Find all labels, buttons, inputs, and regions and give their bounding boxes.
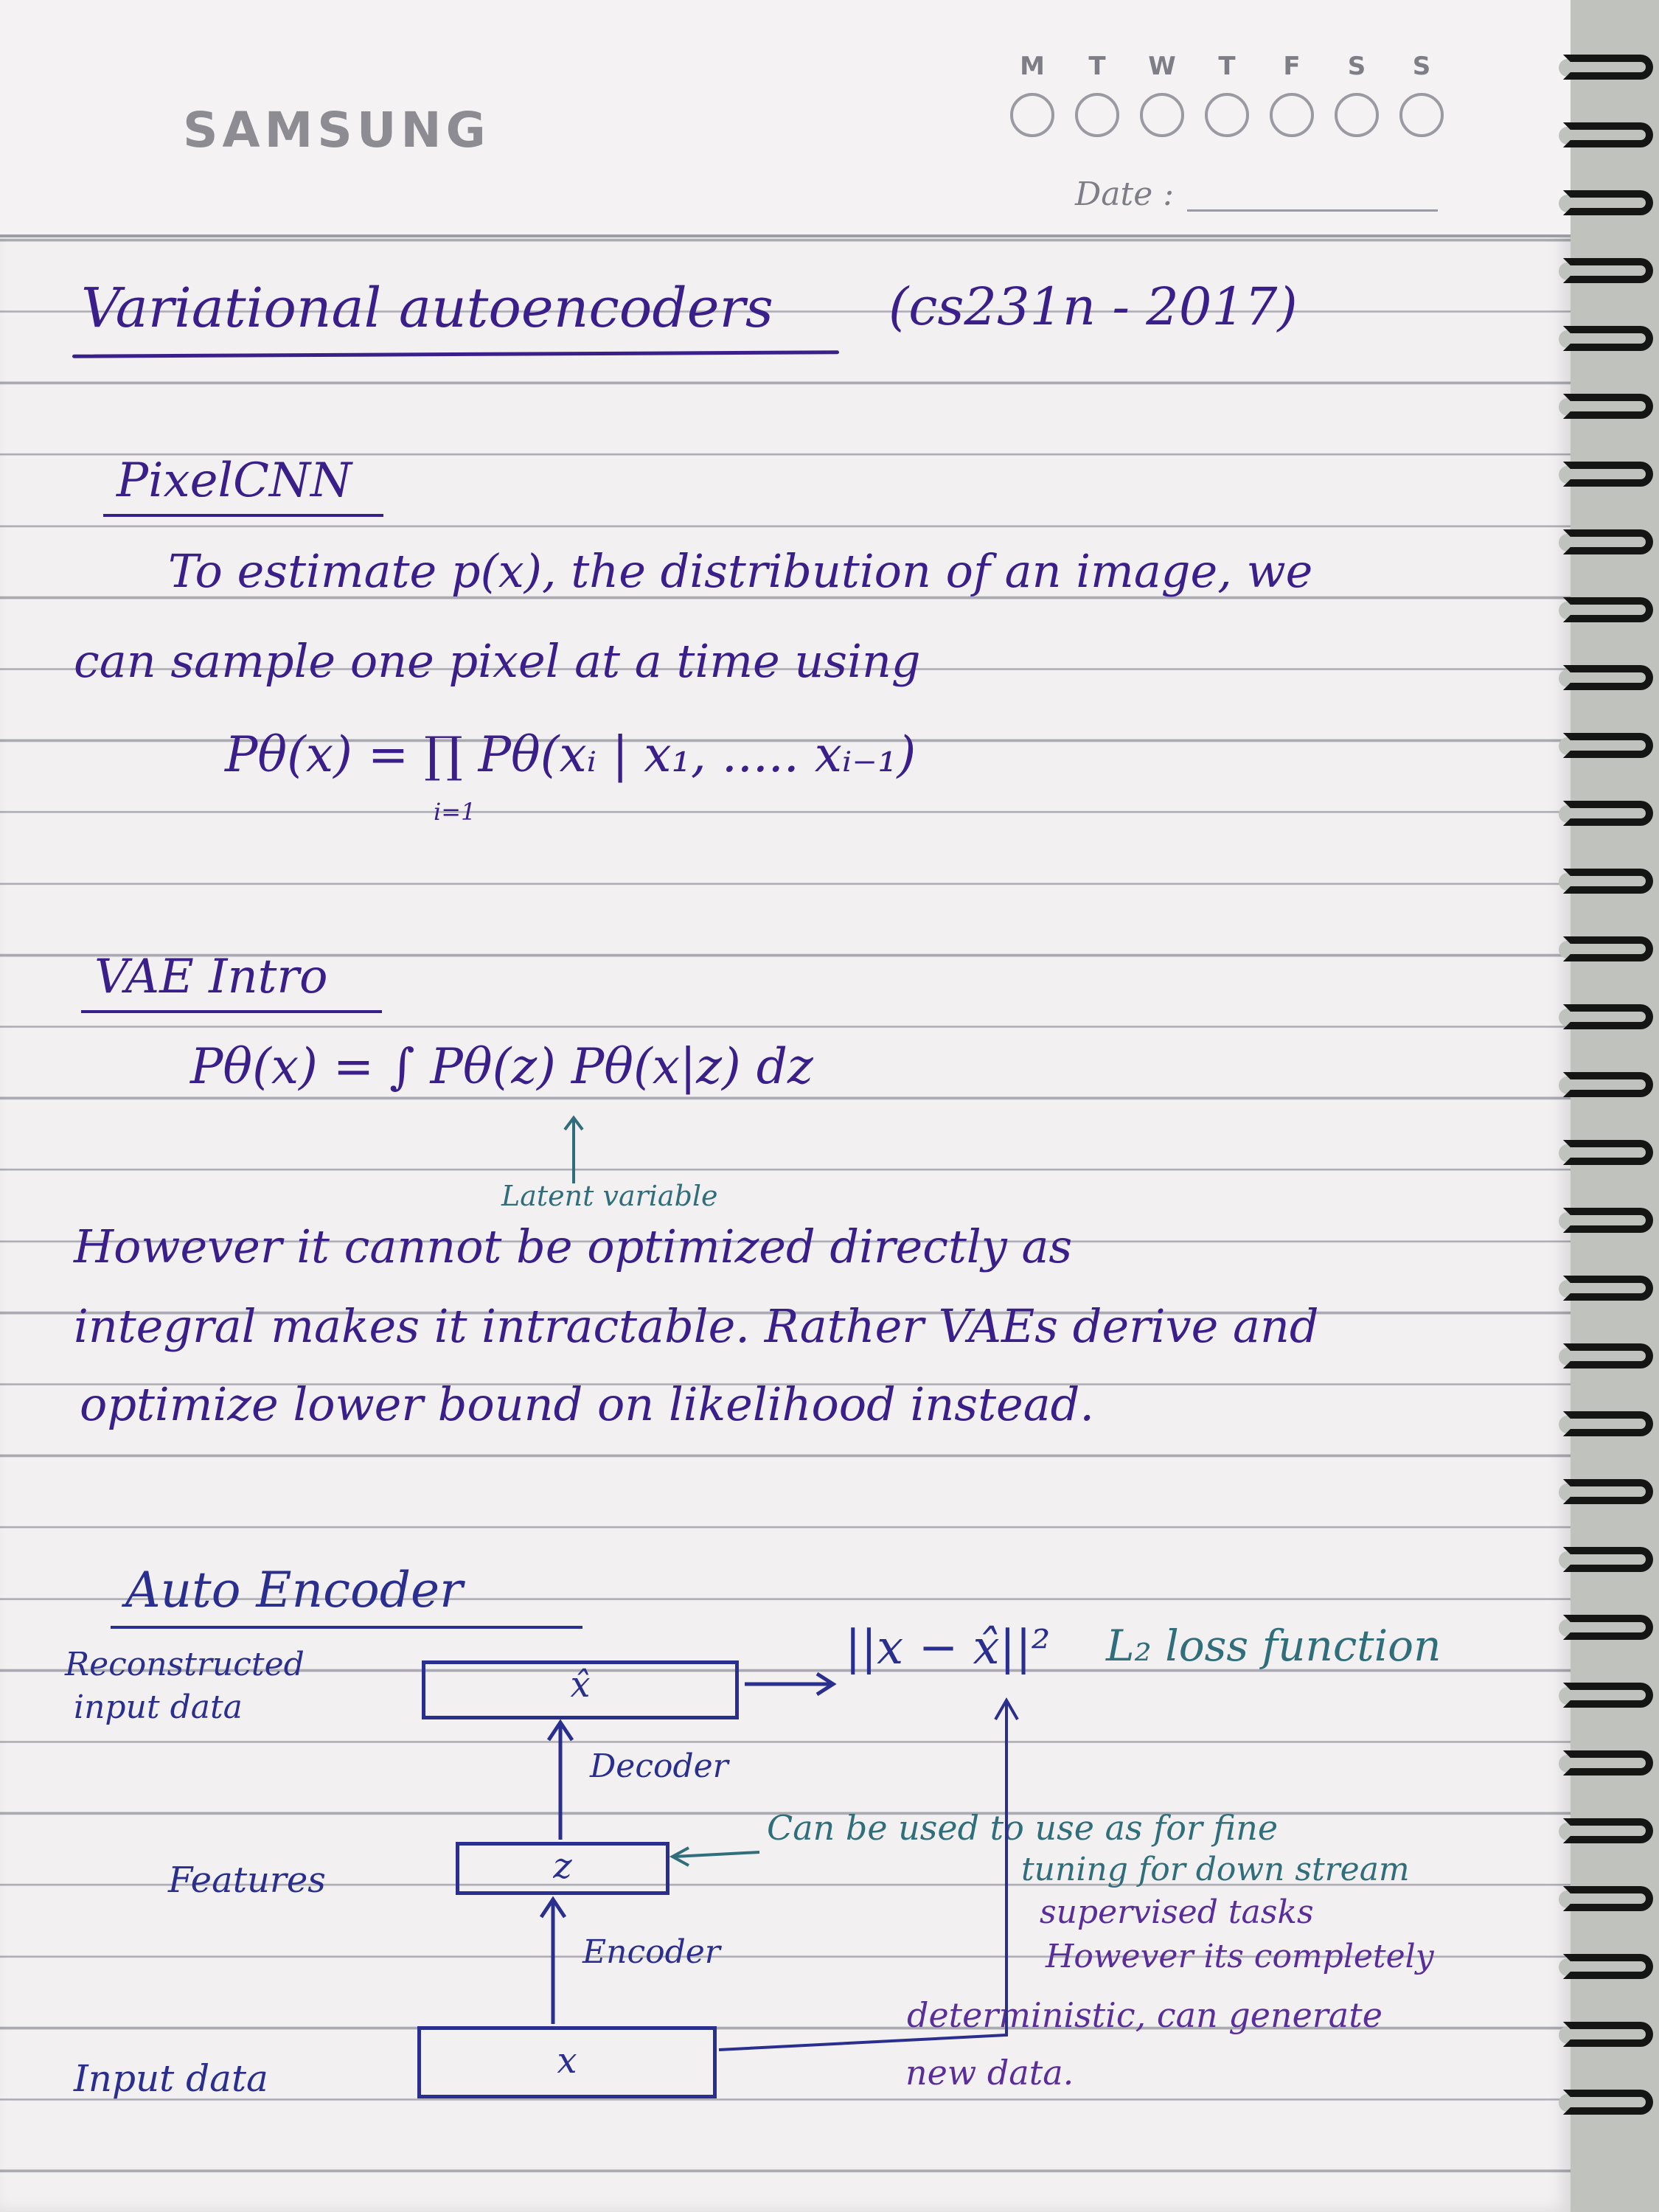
binding-coil xyxy=(1563,1004,1653,1029)
pixelcnn-line-1: To estimate p(x), the distribution of an image, we xyxy=(168,544,1313,598)
date-label: Date : xyxy=(1075,175,1175,213)
product-index: i=1 xyxy=(434,798,476,826)
binding-coil xyxy=(1563,1343,1653,1368)
pixelcnn-equation: Pθ(x) = ∏ Pθ(xᵢ | x₁, ..... xᵢ₋₁) xyxy=(225,726,917,783)
binding-coil xyxy=(1563,1886,1653,1911)
binding-coil xyxy=(1563,55,1653,80)
note-line-6: new data. xyxy=(905,2053,1074,2093)
binding-coil xyxy=(1563,326,1653,351)
encoder-arrow-icon xyxy=(541,1899,565,2024)
encoder-label: Encoder xyxy=(582,1933,720,1971)
autoencoder-heading: Auto Encoder xyxy=(125,1562,463,1618)
brand-logo: SAMSUNG xyxy=(183,102,490,159)
latent-variable-note: Latent variable xyxy=(501,1180,718,1212)
day-label-sat: S xyxy=(1347,52,1366,81)
loss-function-label: L₂ loss function xyxy=(1106,1621,1441,1671)
page-title: Variational autoencoders xyxy=(81,276,773,340)
input-to-loss-arrow-icon xyxy=(719,1700,1018,2050)
day-label-tue: T xyxy=(1088,52,1106,81)
note-arrow-icon xyxy=(672,1848,759,1865)
label-features: Features xyxy=(168,1860,326,1901)
binding-coil xyxy=(1563,597,1653,622)
input-symbol: x xyxy=(557,2040,577,2081)
binding-coil xyxy=(1563,122,1653,147)
binding-coil xyxy=(1563,1208,1653,1233)
vae-paragraph-line-2: integral makes it intractable. Rather VAEs derive and xyxy=(74,1299,1319,1353)
course-tag: (cs231n - 2017) xyxy=(888,276,1298,337)
binding-coil xyxy=(1563,2090,1653,2115)
binding-coil xyxy=(1563,1547,1653,1572)
reconstructed-symbol: x̂ xyxy=(570,1664,591,1705)
binding-coil xyxy=(1563,869,1653,894)
binding-coil xyxy=(1563,258,1653,283)
loss-formula: ||x − x̂||² xyxy=(845,1621,1051,1675)
note-line-3: supervised tasks xyxy=(1040,1893,1314,1931)
note-line-2: tuning for down stream xyxy=(1021,1851,1410,1888)
binding-coil xyxy=(1563,462,1653,487)
vae-paragraph-line-3: optimize lower bound on likelihood instead. xyxy=(80,1377,1095,1431)
day-label-wed: W xyxy=(1148,52,1176,81)
day-label-mon: M xyxy=(1020,52,1045,81)
binding-coil xyxy=(1563,1140,1653,1165)
decoder-label: Decoder xyxy=(590,1747,728,1785)
binding-coil xyxy=(1563,1750,1653,1775)
day-label-sun: S xyxy=(1412,52,1431,81)
label-input-data: Input data xyxy=(74,2057,268,2100)
vae-equation: Pθ(x) = ∫ Pθ(z) Pθ(x|z) dz xyxy=(190,1038,813,1095)
vae-intro-heading: VAE Intro xyxy=(94,950,328,1004)
binding-coil xyxy=(1563,1683,1653,1708)
binding-coil xyxy=(1563,1954,1653,1979)
day-label-fri: F xyxy=(1283,52,1301,81)
label-reconstructed: Reconstructed xyxy=(65,1646,305,1683)
binding-coil xyxy=(1563,1276,1653,1301)
binding-coil xyxy=(1563,394,1653,419)
binding-coil xyxy=(1563,1818,1653,1843)
binding-coil xyxy=(1563,665,1653,690)
label-input-data-reconstructed: input data xyxy=(74,1688,243,1726)
binding-coil xyxy=(1563,1411,1653,1436)
note-line-5: deterministic, can generate xyxy=(907,1995,1382,2035)
note-line-1: Can be used to use as for fine xyxy=(767,1808,1279,1848)
binding-coil xyxy=(1563,2022,1653,2047)
binding-coil xyxy=(1563,936,1653,961)
loss-arrow-icon xyxy=(745,1674,833,1694)
pixelcnn-heading: PixelCNN xyxy=(116,453,352,508)
binding-coil xyxy=(1563,1479,1653,1504)
day-label-thu: T xyxy=(1218,52,1236,81)
vae-paragraph-line-1: However it cannot be optimized directly as xyxy=(74,1220,1073,1273)
features-symbol: z xyxy=(553,1846,572,1887)
spiral-binding xyxy=(1563,29,1659,2212)
binding-coil xyxy=(1563,1072,1653,1097)
pixelcnn-line-2: can sample one pixel at a time using xyxy=(74,634,921,688)
binding-coil xyxy=(1563,529,1653,554)
binding-coil xyxy=(1563,801,1653,826)
decoder-arrow-icon xyxy=(549,1722,572,1840)
binding-coil xyxy=(1563,1615,1653,1640)
binding-coil xyxy=(1563,733,1653,758)
binding-coil xyxy=(1563,190,1653,215)
note-line-4: However its completely xyxy=(1046,1938,1434,1975)
